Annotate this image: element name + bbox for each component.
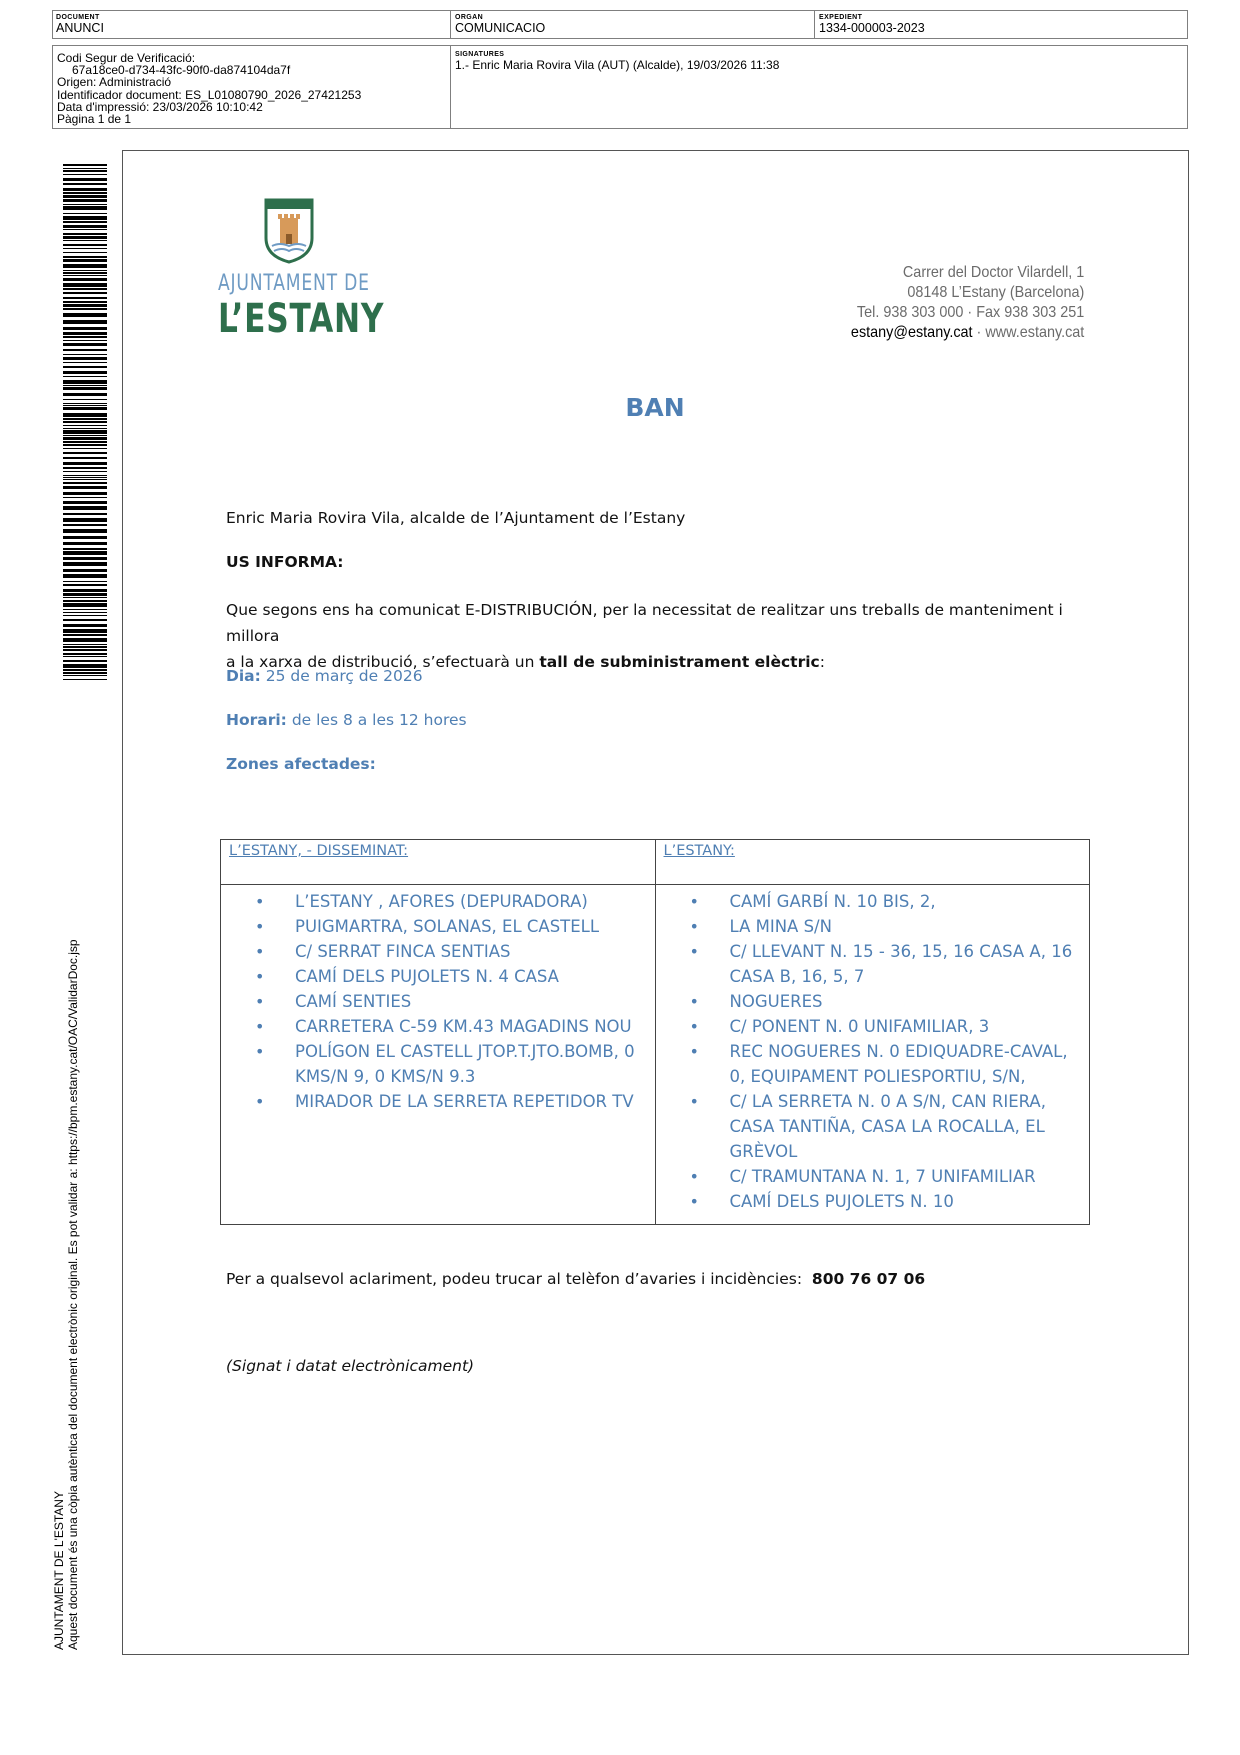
barcode-bar [63, 644, 107, 645]
barcode-bar [63, 357, 107, 360]
barcode-bar [63, 371, 107, 374]
csv-title: Codi Segur de Verificació: [57, 51, 196, 65]
barcode-bar [63, 259, 107, 262]
signatures-label: SIGNATURES [455, 51, 505, 58]
signature-note: (Signat i datat electrònicament) [226, 1357, 475, 1375]
barcode-bar [63, 669, 107, 671]
barcode-bar [63, 479, 107, 480]
website-link[interactable]: www.estany.cat [985, 324, 1084, 341]
list-item: • MIRADOR DE LA SERRETA REPETIDOR TV [295, 1089, 645, 1114]
zone-list-disseminat [221, 889, 655, 1114]
barcode-bar [63, 297, 107, 299]
list-item: • C/ LA SERRETA N. 0 A S/N, CAN RIERA, CASA TANTIÑA, CASA LA ROCALLA, EL GRÈVOL [730, 1089, 1080, 1164]
barcode-bar [63, 240, 107, 241]
barcode-bar [63, 551, 107, 555]
barcode-bar [63, 270, 107, 271]
organ-label: ORGAN [455, 14, 484, 21]
barcode-bar [63, 437, 107, 440]
address-street: Carrer del Doctor Vilardell, 1 [902, 264, 1084, 281]
coat-of-arms-icon [264, 198, 314, 264]
notice-line-2-end: : [819, 653, 825, 671]
barcode-bar [63, 229, 107, 230]
barcode-bar [63, 542, 107, 545]
barcode-bar [63, 332, 107, 335]
barcode-bar [63, 256, 107, 258]
barcode-bar [63, 435, 107, 436]
list-item: • C/ TRAMUNTANA N. 1, 7 UNIFAMILIAR [730, 1164, 1080, 1189]
barcode-bar [63, 548, 107, 550]
side-text-line-2: Aquest document és una còpia autèntica del document electrònic original. Es pot validar a: https://bpm.estany.cat/OAC/ValidarDoc.jsp [66, 939, 80, 1650]
csv-cell [53, 46, 451, 128]
barcode-bar [63, 619, 107, 621]
notice-line-2-text: a la xarxa de distribució, s’efectuarà un [226, 653, 540, 671]
barcode-bar [63, 380, 107, 384]
schedule-line [226, 711, 467, 729]
barcode-bar [63, 174, 107, 175]
signatures-cell [451, 46, 1187, 128]
side-validation-text [52, 890, 92, 1650]
barcode-bar [63, 638, 107, 642]
barcode-bar [63, 206, 107, 210]
barcode-bar [63, 581, 107, 582]
barcode-bar [63, 183, 107, 185]
barcode-bar [63, 278, 107, 281]
document-value: ANUNCI [56, 21, 104, 35]
barcode-bar [63, 349, 107, 351]
barcode-bar [63, 221, 107, 223]
barcode-bar [63, 425, 107, 426]
barcode-bar [63, 574, 107, 578]
barcode-bar [63, 444, 107, 446]
list-item: • CAMÍ DELS PUJOLETS N. 4 CASA [295, 964, 645, 989]
expedient-cell [815, 11, 1187, 38]
barcode-bar [63, 482, 107, 484]
list-item: • CAMÍ DELS PUJOLETS N. 10 [730, 1189, 1080, 1214]
barcode-bar [63, 629, 107, 633]
barcode-bar [63, 275, 107, 276]
barcode-bar [63, 354, 107, 355]
barcode-bar [63, 244, 107, 246]
list-item: • NOGUERES [730, 989, 1080, 1014]
document-label: DOCUMENT [56, 14, 100, 21]
date-value: 25 de març de 2026 [260, 667, 423, 685]
list-item: • CAMÍ SENTIES [295, 989, 645, 1014]
barcode-bar [63, 475, 107, 476]
barcode-bar [63, 675, 107, 676]
barcode-bar [63, 213, 107, 214]
side-text-line-1: AJUNTAMENT DE L'ESTANY [52, 1491, 66, 1650]
barcode-bar [63, 428, 107, 429]
contact-line [226, 1270, 925, 1288]
barcode-bar [63, 562, 107, 566]
barcode-bar [63, 385, 107, 386]
logo-line-1: AJUNTAMENT DE [218, 271, 370, 296]
document-cell [53, 11, 451, 38]
barcode-bar [63, 320, 107, 324]
barcode-bar [63, 529, 107, 533]
barcode-bar [63, 584, 107, 586]
schedule-label: Horari: [226, 711, 287, 729]
barcode-bar [63, 168, 107, 169]
address-city: 08148 L’Estany (Barcelona) [907, 284, 1084, 301]
barcode-bar [63, 486, 107, 489]
barcode-bar [63, 477, 107, 478]
zone-col1-header: L’ESTANY, - DISSEMINAT: [221, 840, 656, 885]
barcode-bar [63, 441, 107, 443]
barcode-bar [63, 225, 107, 228]
barcode-bar [63, 343, 107, 346]
zones-list-row [221, 885, 1090, 1225]
barcode-bar [63, 649, 107, 651]
barcode-bar [63, 597, 107, 598]
verification-barcode [63, 164, 107, 680]
contact-text: Per a qualsevol aclariment, podeu trucar al telèfon d’avaries i incidències: [226, 1270, 803, 1288]
barcode-bar [63, 612, 107, 613]
barcode-bar [63, 178, 107, 181]
header-row-2 [52, 45, 1188, 129]
barcode-bar [63, 462, 107, 465]
barcode-bar [63, 518, 107, 522]
address-separator: · [972, 324, 986, 341]
barcode-bar [63, 672, 107, 674]
barcode-bar [63, 524, 107, 526]
barcode-bar [63, 272, 107, 274]
csv-code: 67a18ce0-d734-43fc-90f0-da874104da7f [72, 63, 291, 78]
barcode-bar [63, 236, 107, 239]
barcode-bar [63, 283, 107, 287]
breakdown-phone[interactable]: 800 76 07 06 [811, 1270, 926, 1288]
zone-col2-header: L’ESTANY: [655, 840, 1090, 885]
csv-identifier: Identificador document: ES_L01080790_2026_27421253 [57, 87, 362, 102]
zone-list-estany [656, 889, 1090, 1214]
affected-zones-table [220, 839, 1090, 1225]
barcode-bar [63, 634, 107, 636]
address-block [851, 263, 1084, 343]
notice-bold-text: tall de subministrament elèctric [539, 653, 820, 671]
barcode-bar [63, 336, 107, 338]
notice-paragraph [226, 597, 1106, 675]
barcode-bar [63, 199, 107, 202]
barcode-bar [63, 248, 107, 249]
barcode-bar [63, 327, 107, 330]
zones-header-row [221, 840, 1090, 885]
list-item: • REC NOGUERES N. 0 EDIQUADRE-CAVAL, 0, EQUIPAMENT POLIESPORTIU, S/N, [730, 1039, 1080, 1089]
barcode-bar [63, 646, 107, 648]
signatures-value: 1.- Enric Maria Rovira Vila (AUT) (Alcalde), 19/03/2026 11:38 [455, 58, 780, 72]
notice-line-1: Que segons ens ha comunicat E-DISTRIBUCIÓN, per la necessitat de realitzar uns treballs de manteniment i millora [226, 601, 1063, 645]
barcode-bar [63, 376, 107, 377]
barcode-bar [63, 679, 107, 680]
barcode-bar [63, 292, 107, 294]
zone-col2-cell [655, 885, 1090, 1225]
us-informa: US INFORMA: [226, 553, 344, 571]
intro-line: Enric Maria Rovira Vila, alcalde de l’Ajuntament de l’Estany [226, 509, 686, 527]
barcode-bar [63, 192, 107, 194]
list-item: • LA MINA S/N [730, 914, 1080, 939]
organ-cell [451, 11, 815, 38]
email-link[interactable]: estany@estany.cat [850, 324, 973, 341]
list-item: • PUIGMARTRA, SOLANAS, EL CASTELL [295, 914, 645, 939]
organ-value: COMUNICACIO [455, 21, 546, 35]
barcode-bar [63, 513, 107, 515]
barcode-bar [63, 497, 107, 498]
barcode-bar [63, 589, 107, 592]
barcode-bar [63, 188, 107, 191]
csv-page: Pàgina 1 de 1 [57, 112, 132, 127]
barcode-bar [63, 569, 107, 572]
barcode-bar [63, 609, 107, 610]
barcode-bar [63, 366, 107, 368]
zone-col1-cell [221, 885, 656, 1225]
list-item: • CARRETERA C-59 KM.43 MAGADINS NOU [295, 1014, 645, 1039]
barcode-bar [63, 656, 107, 657]
barcode-bar [63, 506, 107, 510]
barcode-bar [63, 660, 107, 662]
expedient-label: EXPEDIENT [819, 14, 863, 21]
barcode-bar [63, 536, 107, 539]
barcode-bar [63, 457, 107, 459]
town-logo [218, 198, 385, 342]
barcode-bar [63, 448, 107, 449]
barcode-bar [63, 195, 107, 198]
barcode-bar [63, 304, 107, 307]
barcode-bar [63, 624, 107, 627]
barcode-bar [63, 471, 107, 472]
barcode-bar [63, 252, 107, 253]
barcode-bar [63, 362, 107, 363]
barcode-bar [63, 204, 107, 205]
date-line [226, 667, 423, 685]
barcode-bar [63, 603, 107, 607]
barcode-bar [63, 288, 107, 290]
csv-origin: Origen: Administració [57, 75, 172, 90]
header-row-1 [52, 10, 1188, 39]
list-item: • C/ SERRAT FINCA SENTIAS [295, 939, 645, 964]
barcode-bar [63, 653, 107, 655]
barcode-bar [63, 430, 107, 434]
csv-print-date: Data d'impressió: 23/03/2026 10:10:42 [57, 99, 263, 114]
barcode-bar [63, 170, 107, 172]
expedient-value: 1334-000003-2023 [819, 21, 925, 35]
address-contact [851, 323, 1084, 343]
barcode-bar [63, 615, 107, 616]
schedule-value: de les 8 a les 12 hores [286, 711, 467, 729]
barcode-bar [63, 164, 107, 166]
list-item: • CAMÍ GARBÍ N. 10 BIS, 2, [730, 889, 1080, 914]
list-item: • C/ PONENT N. 0 UNIFAMILIAR, 3 [730, 1014, 1080, 1039]
barcode-bar [63, 313, 107, 317]
logo-line-2: L’ESTANY [218, 296, 385, 342]
barcode-bar [63, 467, 107, 469]
barcode-bar [63, 308, 107, 310]
barcode-bar [63, 264, 107, 268]
barcode-bar [63, 600, 107, 602]
list-item: • L’ESTANY , AFORES (DEPURADORA) [295, 889, 645, 914]
page-title: BAN [625, 393, 685, 422]
date-label: Dia: [226, 667, 261, 685]
barcode-bar [63, 233, 107, 235]
list-item: • C/ LLEVANT N. 15 - 36, 15, 16 CASA A, 16 CASA B, 16, 5, 7 [730, 939, 1080, 989]
barcode-bar [63, 452, 107, 454]
barcode-bar [63, 301, 107, 303]
address-phone: Tel. 938 303 000 · Fax 938 303 251 [856, 304, 1084, 321]
zones-heading: Zones afectades: [226, 755, 376, 773]
barcode-bar [63, 387, 107, 390]
barcode-bar [63, 593, 107, 596]
barcode-bar [63, 501, 107, 504]
barcode-bar [63, 492, 107, 495]
barcode-bar [63, 216, 107, 220]
barcode-bar [63, 664, 107, 668]
barcode-bar [63, 557, 107, 560]
barcode-bar [63, 340, 107, 341]
list-item: • POLÍGON EL CASTELL JTOP.T.JTO.BOMB, 0 KMS/N 9, 0 KMS/N 9.3 [295, 1039, 645, 1089]
